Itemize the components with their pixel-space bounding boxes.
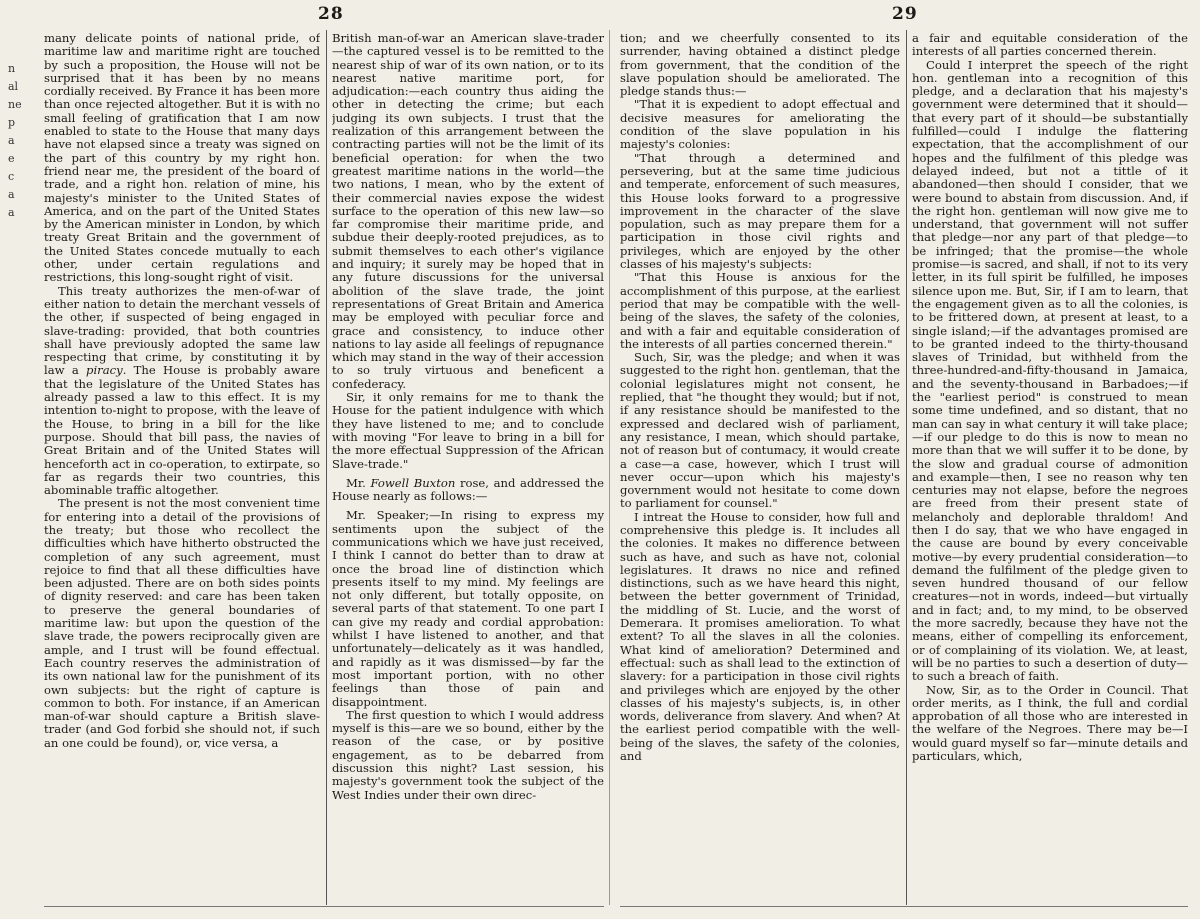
paragraph: British man-of-war an American slave-trader—the captured vessel is to be remitted to the nearest ship of war of its own nation, or to its nearest native maritime port, for adjudication:—each country thus aiding the other in detecting the crime; but each judging its own subjects. I trust that the realization of this arrangement between the contracting parties will not be the limit of its beneficial operation: for when the two greatest maritime nations in the world—the two nations, I mean, who by the extent of their commercial navies expose the widest surface to the operation of this new law—so far compromise their maritime pride, and subdue their deeply-rooted prejudices, as to submit themselves to each other's vigilance and inquiry; it surely may be hoped that in any future discussions for the universal abolition of the slave trade, the joint representations of Great Britain and America may be employed with peculiar force and grace and consistency, to induce other nations to lay aside all feelings of repugnance which may stand in the way of their accession to so truly virtuous and beneficent a confederacy. [332, 32, 604, 391]
page-number-left: 28 [318, 4, 344, 24]
margin-mark: n [8, 62, 16, 75]
bottom-rule-right [620, 906, 1188, 907]
margin-mark: a [8, 134, 15, 147]
paragraph: Such, Sir, was the pledge; and when it was suggested to the right hon. gentleman, that the colonial legislatures might not consent, he replied, that "he thought they would; but if not, if any resistance should be manifested to the expressed and declared wish of parliament, any resistance, I mean, which should partake, not of reason but of contumacy, it would create a case—a case, however, which I trust will never occur—upon which his majesty's government would not hesitate to come down to parliament for counsel." [620, 350, 900, 511]
paragraph: "That it is expedient to adopt effectual and decisive measures for ameliorating the condition of the slave population in his majesty's colonies: [620, 97, 900, 152]
margin-mark: al [8, 80, 19, 93]
margin-mark: ne [8, 98, 22, 111]
margin-mark: a [8, 206, 15, 219]
margin-mark: c [8, 170, 15, 183]
paragraph: Sir, it only remains for me to thank the House for the patient indulgence with which they have listened to me; and to conclude with moving "For leave to bring in a bill for the more effectual Suppression of the African Slave-trade." [332, 390, 604, 471]
margin-mark: e [8, 152, 15, 165]
paragraph: a fair and equitable consideration of the interests of all parties concerned therein. [912, 32, 1188, 59]
page-number-right: 29 [892, 4, 918, 24]
paragraph: Mr. Speaker;—In rising to express my sentiments upon the subject of the communications which we have just received, I think I cannot do better than to draw at once the broad line of distinction which presents itself to my mind. My feelings are not only different, but totally opposite, on several parts of that statement. To one part I can give my ready and cordial approbation: whilst I have listened to another, and that unfortunately—delicately as it was handled, and rapidly as it was dismissed—by far the most important portion, with no other feelings than those of pain and disappointment. [332, 508, 604, 709]
column-rule [326, 30, 327, 905]
page-gutter-rule [609, 30, 610, 905]
column-3 [620, 32, 900, 904]
paragraph: many delicate points of national pride, of maritime law and maritime right are touched by such a proposition, the House will not be surprised that it has been by no means cordially received. By France it has been more than once rejected altogether. But it is with no small feeling of gratification that I am now enabled to state to the House that many days have not elapsed since a treaty was signed on the part of this country by my right hon. friend near me, the president of the board of trade, and a right hon. relation of mine, his majesty's minister to the United States of America, and on the part of the United States by the American minister in London, by which treaty Great Britain and the government of the United States concede mutually to each other, under certain regulations and restrictions, this long-sought right of visit. [44, 32, 320, 285]
paragraph: Could I interpret the speech of the right hon. gentleman into a recognition of this pledge, and a declaration that his majesty's government were determined that it should—that every part of it should—be substantially fulfilled—could I indulge the flattering expectation, that the accomplishment of our hopes and the fulfilment of this pledge was delayed indeed, but not a tittle of it abandoned—then should I consider, that we were bound to abstain from discussion. And, if the right hon. gentleman will now give me to understand, that government will not suffer that pledge—nor any part of that pledge—to be infringed; that the promise—the whole promise—is sacred, and shall, if not to its very letter, in its full spirit be fulfilled, he imposes silence upon me. But, Sir, if I am to learn, that the engagement given as to all the colonies, is to be frittered down, at present at least, to a single island;—if the advantages promised are to be granted indeed to the thirty-thousand slaves of Trinidad, but withheld from the three-hundred-and-fifty-thousand in Jamaica, and the seventy-thousand in Barbadoes;—if the "earliest period" is construed to mean some time undefined, and so distant, that no man can say in what century it will take place;—if our pledge to do this is now to mean no more than that we will suffer it to be done, by the slow and gradual course of admonition and example—then, I see no reason why ten centuries may not elapse, before the negroes are freed from their present state of melancholy and deplorable thraldom! And then I do say, that we who have engaged in the cause are bound by every conceivable motive—by every prudential consideration—to demand the fulfilment of the pledge given to seven hundred thousand of our fellow creatures—not in words, indeed—but virtually and in fact; and, to my mind, to be observed the more sacredly, because they have not the means, either of compelling its enforcement, or of complaining of its violation. We, at least, will be no parties to such a desertion of duty—to such a breach of faith. [912, 57, 1188, 684]
paragraph: This treaty authorizes the men-of-war of either nation to detain the merchant vessels of the other, if suspected of being engaged in slave-trading: provided, that both countries shall have previously adopted the same law respecting that crime, by constituting it by law a piracy. The House is probably aware that the legislature of the United States has already passed a law to this effect. It is my intention to-night to propose, with the leave of the House, to bring in a bill for the like purpose. Should that bill pass, the navies of Great Britain and of the United States will henceforth act in co-operation, to extirpate, so far as regards their two countries, this abominable traffic altogether. [44, 283, 320, 498]
column-1 [44, 32, 320, 904]
paragraph: "That this House is anxious for the accomplishment of this purpose, at the earliest period that may be compatible with the well-being of the slaves, the safety of the colonies, and with a fair and equitable consideration of the interests of all parties concerned therein." [620, 270, 900, 351]
column-rule [906, 30, 907, 905]
paragraph: The first question to which I would address myself is this—are we so bound, either by the reason of the case, or by positive engagement, as to be debarred from discussion this night? Last session, his majesty's government took the subject of the West Indies under their own direc- [332, 707, 604, 802]
paragraph: Now, Sir, as to the Order in Council. That order merits, as I think, the full and cordial approbation of all those who are interested in the welfare of the Negroes. There may be—I would guard myself so far—minute details and particulars, which, [912, 682, 1188, 764]
paragraph: "That through a determined and persevering, but at the same time judicious and temperate, enforcement of such measures, this House looks forward to a progressive improvement in the character of the slave population, such as may prepare them for a participation in those civil rights and privileges, which are enjoyed by the other classes of his majesty's subjects: [620, 150, 900, 272]
margin-mark: p [8, 116, 16, 129]
paragraph: Mr. Fowell Buxton rose, and addressed the House nearly as follows:— [332, 475, 604, 504]
paragraph: The present is not the most convenient time for entering into a detail of the provisions of the treaty; but those who recollect the difficulties which have hitherto obstructed the completion of any such agreement, must rejoice to find that all these difficulties have been adjusted. There are on both sides points of dignity reserved: and care has been taken to preserve the general boundaries of maritime law: but upon the question of the slave trade, the powers reciprocally given are ample, and I trust will be found effectual. Each country reserves the administration of its own national law for the punishment of its own subjects: but the right of capture is common to both. For instance, if an American man-of-war should capture a British slave-trader (and God forbid she should not, if such an one could be found), or, vice versa, a [44, 496, 320, 750]
paragraph: I intreat the House to consider, how full and comprehensive this pledge is. It includes all the colonies. It makes no difference between such as have, and such as have not, colonial legislatures. It draws no nice and refined distinctions, such as we have heard this night, between the better government of Trinidad, the middling of St. Lucie, and the worst of Demerara. It promises amelioration. To what extent? To all the slaves in all the colonies. What kind of amelioration? Determined and effectual: such as shall lead to the extinction of slavery: for a participation in those civil rights and privileges which are enjoyed by the other classes of his majesty's subjects, is, in other words, deliverance from slavery. And when? At the earliest period compatible with the well-being of the slaves, the safety of the colonies, and [620, 509, 900, 764]
column-4 [912, 32, 1188, 904]
margin-mark: a [8, 188, 15, 201]
column-2 [332, 32, 604, 904]
paragraph: tion; and we cheerfully consented to its surrender, having obtained a distinct pledge from government, that the condition of the slave population should be ameliorated. The pledge stands thus:— [620, 32, 900, 99]
margin-annotations [8, 60, 22, 222]
bottom-rule-left [44, 906, 604, 907]
